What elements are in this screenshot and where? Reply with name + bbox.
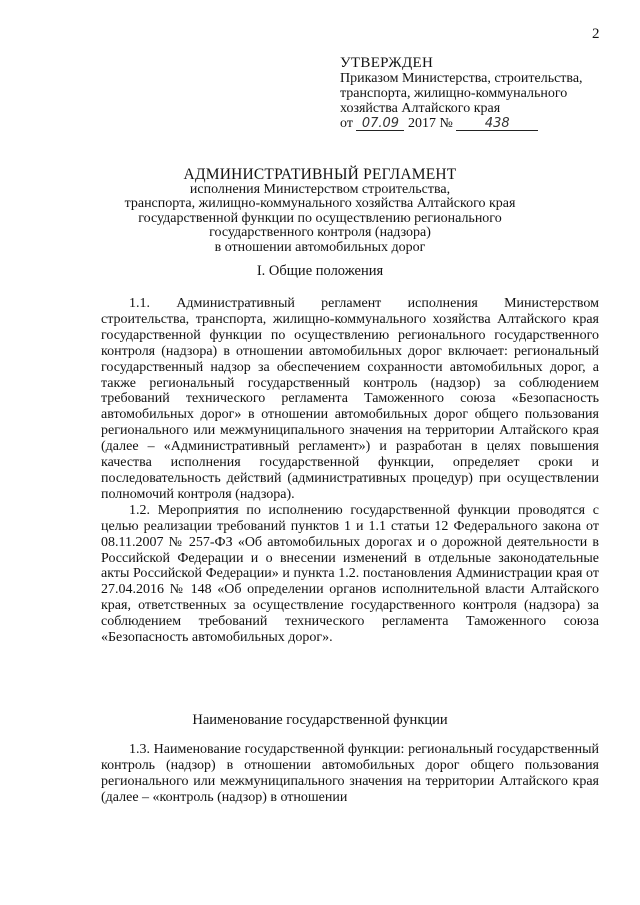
approval-line: хозяйства Алтайского края <box>340 101 501 116</box>
section-heading-general: I. Общие положения <box>256 263 384 279</box>
year-label: 2017 № <box>407 116 453 131</box>
approval-line: транспорта, жилищно-коммунального <box>340 86 568 101</box>
approval-stamp <box>340 56 590 132</box>
paragraph-1-2: 1.2. Мероприятия по исполнению государственной функции проводятся с целью реализации требований пунктов 1 и 1.1 статьи 12 Федерального закона от 08.11.2007 № 257-ФЗ «Об автомобильных дорогах и о дорожной деятельности в Российской Федерации и о внесении изменений в отдельные законодательные акты Российской Федерации» и пункта 1.2. постановления Администрации края от 27.04.2016 № 148 «Об определении органов исполнительной власти Алтайского края, ответственных за осуществление государственного контроля (надзора) за соблюдением требований технического регламента Таможенного союза «Безопасность автомобильных дорог». <box>101 502 599 646</box>
paragraph-1-1: 1.1. Административный регламент исполнения Министерством строительства, транспорта, жилищно-коммунального хозяйства Алтайского края государственной функции по осуществлению регионального государственного контроля (надзора) в отношении автомобильных дорог включает: региональный государственный надзор за обеспечением сохранности автомобильных дорог, а также региональный государственный контроль (надзор) за соблюдением требований технического регламента Таможенного союза «Безопасность автомобильных дорог» в отношении автомобильных дорог общего пользования регионального или межмуниципального значения на территории Алтайского края (далее – «Административный регламент») и разработан в целях повышения качества исполнения государственной функции, определяет сроки и последовательность действий (административных процедур) при осуществлении полномочий контроля (надзора). <box>101 296 599 502</box>
date-prefix: от <box>340 116 353 131</box>
approval-date-line <box>340 116 590 132</box>
title-line: исполнения Министерством строительства, <box>189 181 451 197</box>
approval-line: Приказом Министерства, строительства, <box>340 71 583 86</box>
title-line: транспорта, жилищно-коммунального хозяйства Алтайского края <box>124 196 516 211</box>
document-title <box>90 168 550 255</box>
title-line: в отношении автомобильных дорог <box>214 239 426 255</box>
page-number: 2 <box>592 26 600 42</box>
title-line: государственного контроля (надзора) <box>209 225 431 240</box>
section-body-general <box>101 296 599 646</box>
handwritten-number: 438 <box>456 117 538 131</box>
paragraph-1-3: 1.3. Наименование государственной функции: региональный государственный контроль (надзор) в отношении автомобильных дорог общего пользования регионального или межмуниципального значения на территории Алтайского края (далее – «контроль (надзор) в отношении <box>101 742 599 805</box>
title-line: государственной функции по осуществлению регионального <box>138 210 502 226</box>
approval-heading: УТВЕРЖДЕН <box>340 55 434 71</box>
title-main: АДМИНИСТРАТИВНЫЙ РЕГЛАМЕНТ <box>183 166 457 183</box>
section-body-function <box>101 742 599 806</box>
handwritten-date: 07.09 <box>356 117 404 131</box>
section-heading-function: Наименование государственной функции <box>192 712 448 728</box>
